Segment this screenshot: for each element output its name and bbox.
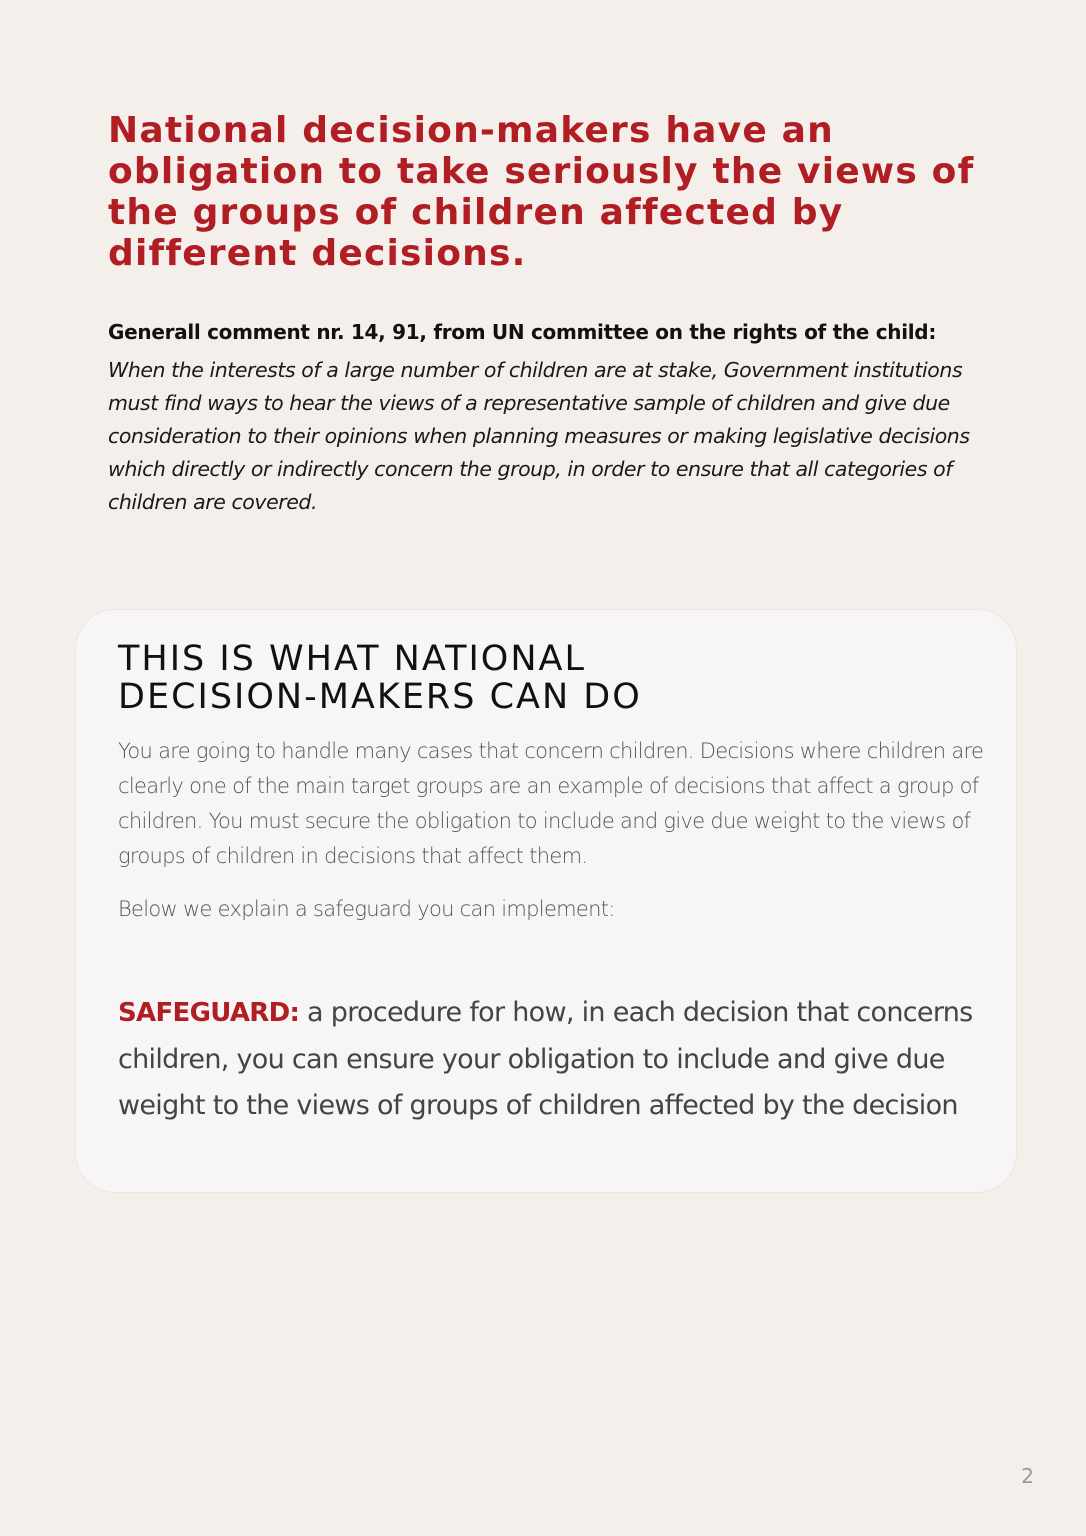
card-title-line-1: THIS IS WHAT NATIONAL: [118, 639, 586, 679]
card-title-line-2: DECISION-MAKERS CAN DO: [118, 677, 642, 717]
safeguard-label: SAFEGUARD:: [118, 998, 300, 1028]
quote-heading: Generall comment nr. 14, 91, from UN committee on the rights of the child:: [108, 320, 937, 344]
card-paragraph-1: You are going to handle many cases that concern children. Decisions where children are clearly one of the main target groups are an example of decisions that affect a group of children. You must secure the obligation to include and give due weight to the views of groups of children in decisions that affect them.: [118, 739, 984, 868]
headline: National decision-makers have an obligation to take seriously the views of the groups of children affected by different decisions.: [108, 110, 975, 274]
card-paragraph-2: Below we explain a safeguard you can implement:: [118, 897, 615, 921]
page-number: 2: [1021, 1464, 1034, 1488]
safeguard-statement: [118, 990, 998, 1130]
quote-body: When the interests of a large number of children are at stake, Government institutions must find ways to hear the views of a representative sample of children and give due consideration to their opinions when planning measures or making legislative decisions which directly or indirectly concern the group, in order to ensure that all categories of children are covered.: [108, 358, 970, 514]
action-card: [75, 609, 1017, 1193]
card-title: [118, 640, 958, 716]
safeguard-text: a procedure for how, in each decision that concerns children, you can ensure your obligation to include and give due weight to the views of groups of children affected by the decision: [118, 997, 973, 1121]
